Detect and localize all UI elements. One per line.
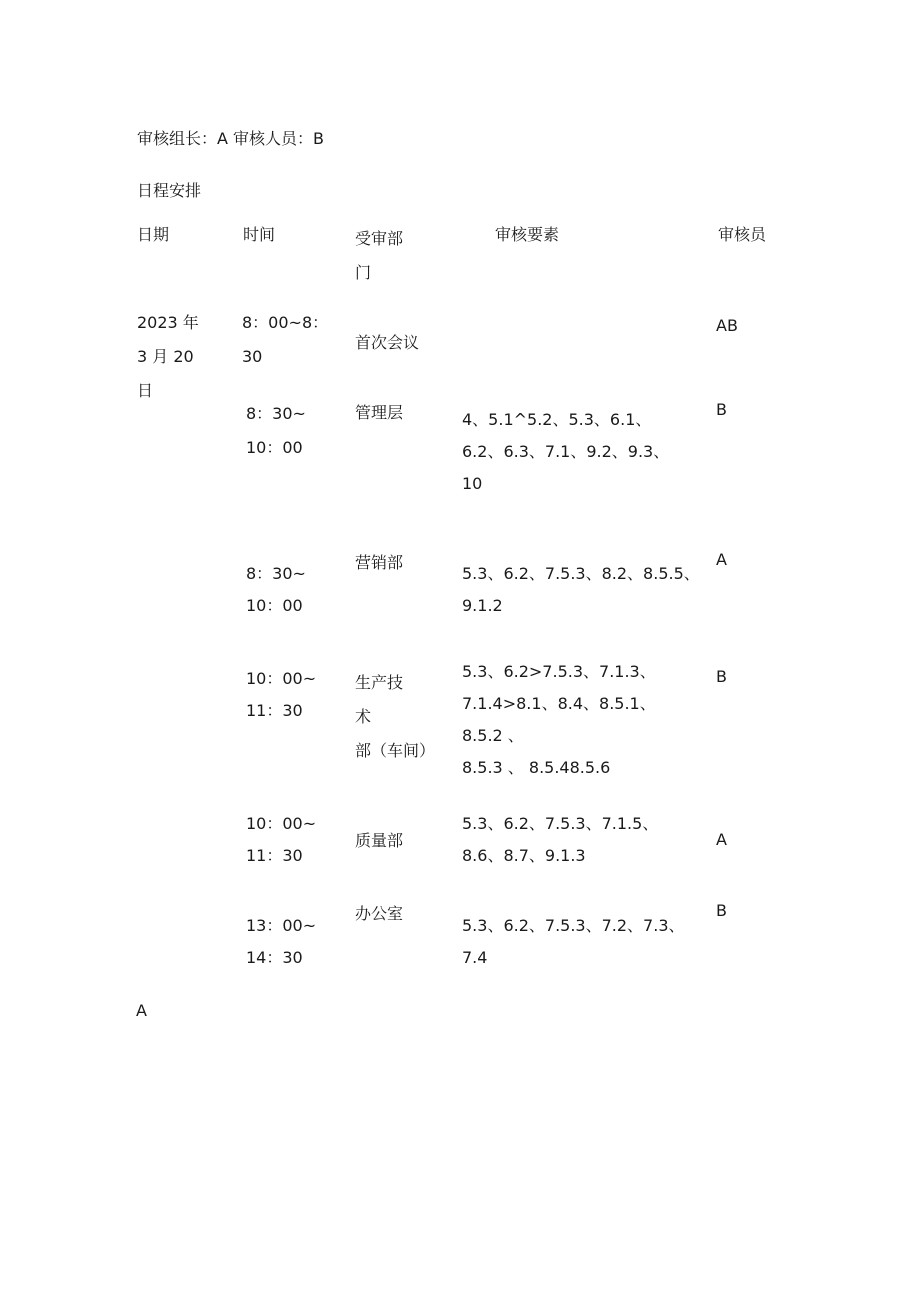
row-3-auditor: B — [716, 667, 727, 686]
row-3-dept — [355, 666, 435, 768]
row-3-time — [246, 663, 316, 727]
row-4-auditor: A — [716, 830, 727, 849]
date-line: 3 月 20 — [137, 347, 194, 366]
time-line: 30 — [242, 347, 263, 366]
row-3-clauses — [462, 656, 656, 784]
row-4-clauses — [462, 808, 658, 872]
row-4-dept: 质量部 — [355, 831, 404, 850]
time-line: 8：30~ — [246, 404, 306, 423]
date-cell — [137, 306, 199, 408]
row-2-time — [246, 558, 306, 622]
clause-line: 4、5.1^5.2、5.3、6.1、 — [462, 410, 652, 429]
row-1-time — [246, 397, 306, 465]
row-0-auditor: AB — [716, 316, 738, 335]
audit-team-line: 审核组长：A 审核人员：B — [137, 129, 325, 148]
time-line: 10：00 — [246, 596, 303, 615]
row-5-auditor: B — [716, 901, 727, 920]
clause-line: 6.2、6.3、7.1、9.2、9.3、 — [462, 442, 670, 461]
clause-line: 10 — [462, 474, 483, 493]
clause-line: 8.5.3 、 8.5.48.5.6 — [462, 758, 611, 777]
dept-line: 术 — [355, 707, 372, 726]
clause-line: 7.1.4>8.1、8.4、8.5.1、 — [462, 694, 656, 713]
time-line: 10：00~ — [246, 669, 317, 688]
dept-line: 部（车间） — [355, 741, 436, 760]
time-line: 10：00~ — [246, 814, 317, 833]
row-1-dept: 管理层 — [355, 403, 404, 422]
row-0-dept: 首次会议 — [355, 333, 420, 352]
clause-line: 8.6、8.7、9.1.3 — [462, 846, 586, 865]
row-0-time — [242, 306, 328, 374]
header-dept-line2: 门 — [355, 263, 372, 282]
row-1-auditor: B — [716, 400, 727, 419]
clause-line: 5.3、6.2、7.5.3、8.2、8.5.5、 — [462, 564, 700, 583]
clause-line: 5.3、6.2、7.5.3、7.2、7.3、 — [462, 916, 685, 935]
row-2-clauses — [462, 558, 700, 622]
date-line: 2023 年 — [137, 313, 199, 332]
time-line: 8：00~8： — [242, 313, 329, 332]
time-line: 14：30 — [246, 948, 303, 967]
header-time: 时间 — [243, 225, 276, 244]
time-line: 8：30~ — [246, 564, 306, 583]
clause-line: 5.3、6.2、7.5.3、7.1.5、 — [462, 814, 659, 833]
clause-line: 5.3、6.2>7.5.3、7.1.3、 — [462, 662, 656, 681]
row-2-auditor: A — [716, 550, 727, 569]
row-5-dept: 办公室 — [355, 904, 404, 923]
time-line: 10：00 — [246, 438, 303, 457]
section-title: 日程安排 — [137, 181, 202, 200]
time-line: 13：00~ — [246, 916, 317, 935]
header-clauses: 审核要素 — [495, 225, 560, 244]
clause-line: 8.5.2 、 — [462, 726, 524, 745]
row-5-clauses — [462, 910, 685, 974]
time-line: 11：30 — [246, 701, 303, 720]
clause-line: 7.4 — [462, 948, 488, 967]
clause-line: 9.1.2 — [462, 596, 503, 615]
row-5-time — [246, 910, 316, 974]
row-2-dept: 营销部 — [355, 553, 404, 572]
dept-line: 生产技 — [355, 673, 404, 692]
header-dept — [355, 222, 403, 290]
footer-text: A — [136, 1001, 147, 1020]
row-4-time — [246, 808, 316, 872]
date-line: 日 — [137, 381, 154, 400]
header-date: 日期 — [137, 225, 170, 244]
header-dept-line1: 受审部 — [355, 229, 404, 248]
header-auditor: 审核员 — [718, 225, 767, 244]
time-line: 11：30 — [246, 846, 303, 865]
row-1-clauses — [462, 404, 669, 500]
